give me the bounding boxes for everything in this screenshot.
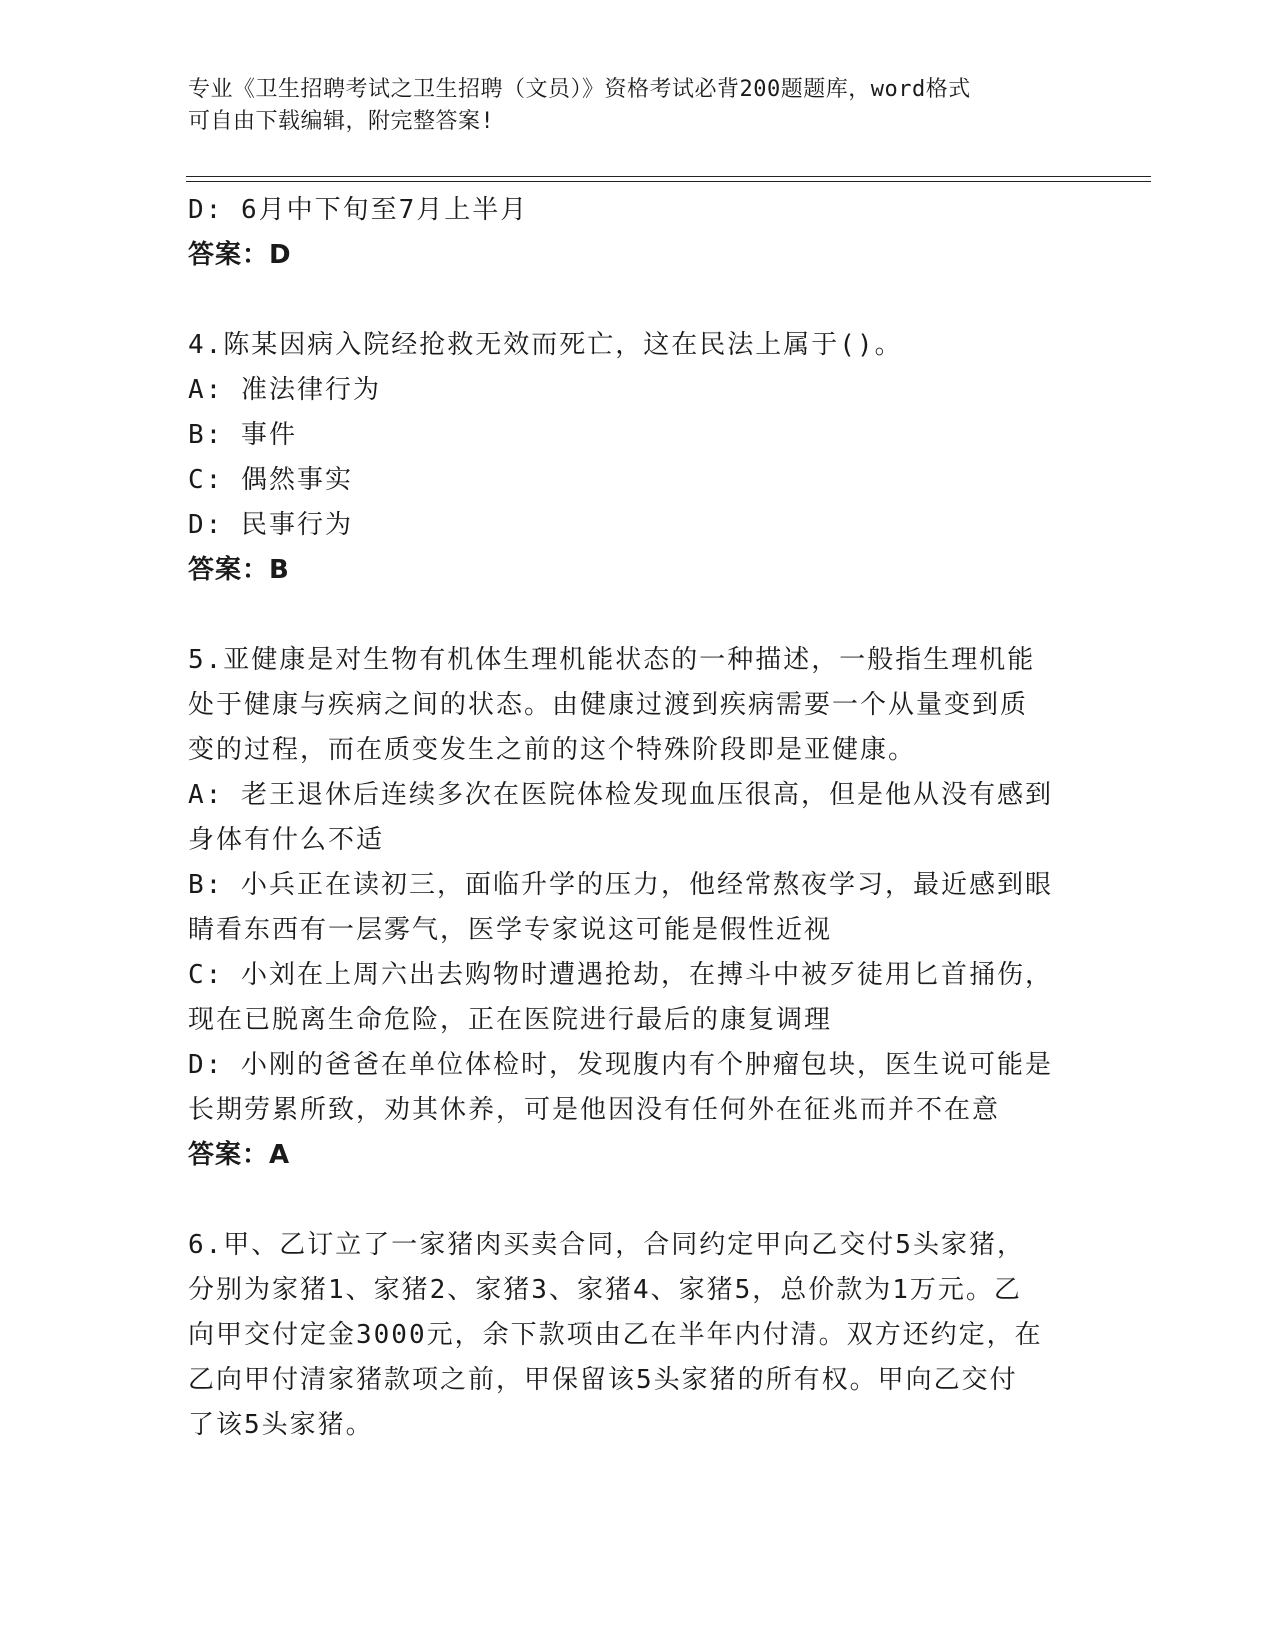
q4-option-d: D: 民事行为	[188, 510, 353, 540]
q4-stem: 4.陈某因病入院经抢救无效而死亡，这在民法上属于()。	[188, 330, 903, 360]
q5-option-a-line-1: A: 老王退休后连续多次在医院体检发现血压很高，但是他从没有感到	[188, 780, 1053, 810]
q4-option-b: B: 事件	[188, 420, 297, 450]
q5-stem-line-2: 处于健康与疾病之间的状态。由健康过渡到疾病需要一个从量变到质	[188, 690, 1029, 720]
q6-stem-line-1: 6.甲、乙订立了一家猪肉买卖合同，合同约定甲向乙交付5头家猪，	[188, 1230, 1025, 1260]
q6-stem-line-4: 乙向甲付清家猪款项之前，甲保留该5头家猪的所有权。甲向乙交付	[188, 1365, 1018, 1395]
q5-option-c-line-1: C: 小刘在上周六出去购物时遭遇抢劫，在搏斗中被歹徒用匕首捅伤，	[188, 960, 1053, 990]
header-divider-top	[186, 176, 1151, 177]
q3-option-d: D: 6月中下旬至7月上半月	[188, 195, 529, 225]
q4-answer: 答案：B	[188, 555, 290, 585]
q3-answer: 答案：D	[188, 240, 292, 270]
page-header	[188, 74, 1068, 138]
question-3-tail	[188, 188, 1088, 278]
q5-option-b-line-1: B: 小兵正在读初三，面临升学的压力，他经常熬夜学习，最近感到眼	[188, 870, 1053, 900]
q4-option-c: C: 偶然事实	[188, 465, 353, 495]
q5-option-c-line-2: 现在已脱离生命危险，正在医院进行最后的康复调理	[188, 1005, 833, 1035]
q4-option-a: A: 准法律行为	[188, 375, 381, 405]
q5-stem-line-1: 5.亚健康是对生物有机体生理机能状态的一种描述，一般指生理机能	[188, 645, 1036, 675]
question-6	[188, 1223, 1088, 1448]
q5-option-a-line-2: 身体有什么不适	[188, 825, 385, 855]
q5-option-d-line-1: D: 小刚的爸爸在单位体检时，发现腹内有个肿瘤包块，医生说可能是	[188, 1050, 1053, 1080]
q5-option-d-line-2: 长期劳累所致，劝其休养，可是他因没有任何外在征兆而并不在意	[188, 1095, 1001, 1125]
q5-option-b-line-2: 睛看东西有一层雾气，医学专家说这可能是假性近视	[188, 915, 833, 945]
q6-stem-line-5: 了该5头家猪。	[188, 1410, 374, 1440]
header-divider-bottom	[186, 181, 1151, 182]
header-line-2: 可自由下载编辑，附完整答案!	[188, 109, 495, 134]
spacer	[188, 593, 1088, 638]
q5-answer: 答案：A	[188, 1140, 291, 1170]
q6-stem-line-2: 分别为家猪1、家猪2、家猪3、家猪4、家猪5，总价款为1万元。乙	[188, 1275, 1022, 1305]
q5-stem-line-3: 变的过程，而在质变发生之前的这个特殊阶段即是亚健康。	[188, 735, 917, 765]
document-body	[188, 188, 1088, 1448]
spacer	[188, 278, 1088, 323]
header-line-1: 专业《卫生招聘考试之卫生招聘（文员）》资格考试必背200题题库，word格式	[188, 77, 971, 102]
question-5	[188, 638, 1088, 1178]
q6-stem-line-3: 向甲交付定金3000元，余下款项由乙在半年内付清。双方还约定，在	[188, 1320, 1043, 1350]
question-4	[188, 323, 1088, 593]
spacer	[188, 1178, 1088, 1223]
